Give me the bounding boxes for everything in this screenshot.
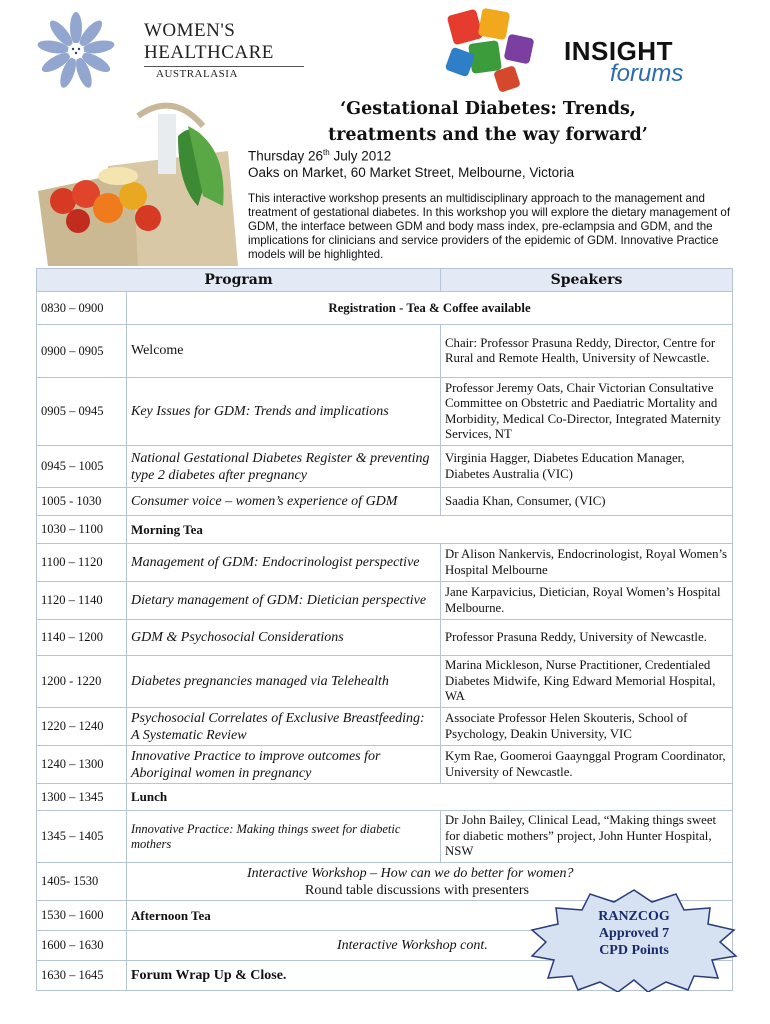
row-session: Lunch — [127, 784, 733, 811]
row-time: 0905 – 0945 — [37, 378, 127, 446]
row-time: 0830 – 0900 — [37, 292, 127, 325]
puzzle-icon — [440, 6, 570, 98]
row-session: Innovative Practice to improve outcomes for Aboriginal women in pregnancy — [127, 746, 441, 784]
date-pre: Thursday 26 — [248, 148, 324, 164]
flower-icon — [36, 6, 116, 96]
row-session: Key Issues for GDM: Trends and implications — [127, 378, 441, 446]
row-speaker: Jane Karpavicius, Dietician, Royal Women’s Hospital Melbourne. — [441, 582, 733, 620]
table-row — [37, 746, 733, 784]
table-row — [37, 582, 733, 620]
event-description: This interactive workshop presents an multidisciplinary approach to the management and treatment of gestational diabetes. In this workshop you will explore the dietary management of GDM, the interface between GDM and body mass index, pre-eclampsia and GDM, and the implications for clinicians and service providers of the epidemic of GDM. Innovative Practice models will be highlighted. — [248, 192, 731, 261]
row-speaker: Professor Prasuna Reddy, University of Newcastle. — [441, 620, 733, 656]
row-session: Registration - Tea & Coffee available — [127, 292, 733, 325]
row-time: 1600 – 1630 — [37, 931, 127, 961]
header-speakers: Speakers — [441, 269, 733, 292]
table-row — [37, 708, 733, 746]
event-date — [248, 148, 391, 164]
table-row — [37, 784, 733, 811]
row-time: 1140 – 1200 — [37, 620, 127, 656]
row-time: 1405- 1530 — [37, 863, 127, 901]
badge-line3: CPD Points — [599, 943, 669, 958]
table-row — [37, 292, 733, 325]
row-speaker: Dr Alison Nankervis, Endocrinologist, Royal Women’s Hospital Melbourne — [441, 544, 733, 582]
womens-healthcare-logo — [36, 6, 286, 96]
row-time: 1300 – 1345 — [37, 784, 127, 811]
row-session: Morning Tea — [127, 516, 733, 544]
page-title — [248, 96, 728, 148]
row-time: 1200 - 1220 — [37, 656, 127, 708]
row-session: Welcome — [127, 325, 441, 378]
row-time: 1005 - 1030 — [37, 488, 127, 516]
grocery-bag-image — [38, 96, 238, 266]
row-speaker: Marina Mickleson, Nurse Practitioner, Credentialed Diabetes Midwife, King Edward Memorial Hospital, WA — [441, 656, 733, 708]
row-time: 1120 – 1140 — [37, 582, 127, 620]
row-session: Forum Wrap Up & Close. — [127, 961, 733, 991]
table-row — [37, 488, 733, 516]
table-row — [37, 378, 733, 446]
row-speaker: Associate Professor Helen Skouteris, School of Psychology, Deakin University, VIC — [441, 708, 733, 746]
row-session: GDM & Psychosocial Considerations — [127, 620, 441, 656]
row-session: Psychosocial Correlates of Exclusive Breastfeeding: A Systematic Review — [127, 708, 441, 746]
whc-line2: HEALTHCARE — [144, 42, 274, 63]
row-speaker: Saadia Khan, Consumer, (VIC) — [441, 488, 733, 516]
table-header-row — [37, 269, 733, 292]
badge-text — [528, 908, 740, 959]
row-session: Management of GDM: Endocrinologist perspective — [127, 544, 441, 582]
row-time: 0945 – 1005 — [37, 446, 127, 488]
title-line1: ‘Gestational Diabetes: Trends, — [340, 99, 636, 119]
row-session: Innovative Practice: Making things sweet for diabetic mothers — [127, 811, 441, 863]
event-venue: Oaks on Market, 60 Market Street, Melbourne, Victoria — [248, 165, 575, 180]
workshop-line2: Round table discussions with presenters — [305, 882, 529, 898]
table-row — [37, 544, 733, 582]
row-session: Diabetes pregnancies managed via Telehealth — [127, 656, 441, 708]
table-row — [37, 516, 733, 544]
row-speaker: Professor Jeremy Oats, Chair Victorian Consultative Committee on Obstetric and Paediatric Mortality and Morbidity, Medical Co-Director, Integrated Maternity Services, NT — [441, 378, 733, 446]
date-sup: th — [323, 148, 330, 157]
row-session: National Gestational Diabetes Register & preventing type 2 diabetes after pregnancy — [127, 446, 441, 488]
row-time: 1030 – 1100 — [37, 516, 127, 544]
badge-line2: Approved 7 — [598, 926, 670, 941]
row-session: Interactive Workshop cont. — [127, 931, 733, 961]
row-speaker: Virginia Hagger, Diabetes Education Manager, Diabetes Australia (VIC) — [441, 446, 733, 488]
row-speaker: Chair: Professor Prasuna Reddy, Director, Centre for Rural and Remote Health, University of Newcastle. — [441, 325, 733, 378]
program-table — [36, 268, 733, 991]
grocery-bag-icon — [38, 96, 238, 266]
table-row — [37, 811, 733, 863]
insight-forums-logo — [440, 6, 740, 98]
date-post: July 2012 — [329, 148, 392, 164]
badge-line1: RANZCOG — [598, 909, 670, 924]
title-line2: treatments and the way forward’ — [328, 125, 648, 145]
row-session: Dietary management of GDM: Dietician perspective — [127, 582, 441, 620]
whc-line1: WOMEN'S — [144, 20, 236, 41]
whc-line3: AUSTRALASIA — [156, 68, 238, 80]
row-speaker: Kym Rae, Goomeroi Gaaynggal Program Coordinator, University of Newcastle. — [441, 746, 733, 784]
row-time: 1530 – 1600 — [37, 901, 127, 931]
row-time: 0900 – 0905 — [37, 325, 127, 378]
row-speaker: Dr John Bailey, Clinical Lead, “Making things sweet for diabetic mothers” project, John Hunter Hospital, NSW — [441, 811, 733, 863]
whc-rule — [144, 66, 304, 67]
header-program: Program — [37, 269, 441, 292]
cpd-badge — [528, 888, 740, 992]
row-time: 1345 – 1405 — [37, 811, 127, 863]
insight-line1: INSIGHT — [564, 36, 673, 66]
table-row — [37, 620, 733, 656]
table-row — [37, 656, 733, 708]
row-session: Afternoon Tea — [127, 901, 733, 931]
row-time: 1630 – 1645 — [37, 961, 127, 991]
table-row — [37, 325, 733, 378]
row-session: Consumer voice – women’s experience of GDM — [127, 488, 441, 516]
row-time: 1220 – 1240 — [37, 708, 127, 746]
insight-line2: forums — [610, 60, 684, 87]
table-row — [37, 446, 733, 488]
row-time: 1100 – 1120 — [37, 544, 127, 582]
workshop-line1: Interactive Workshop – How can we do better for women? — [247, 865, 574, 881]
row-time: 1240 – 1300 — [37, 746, 127, 784]
